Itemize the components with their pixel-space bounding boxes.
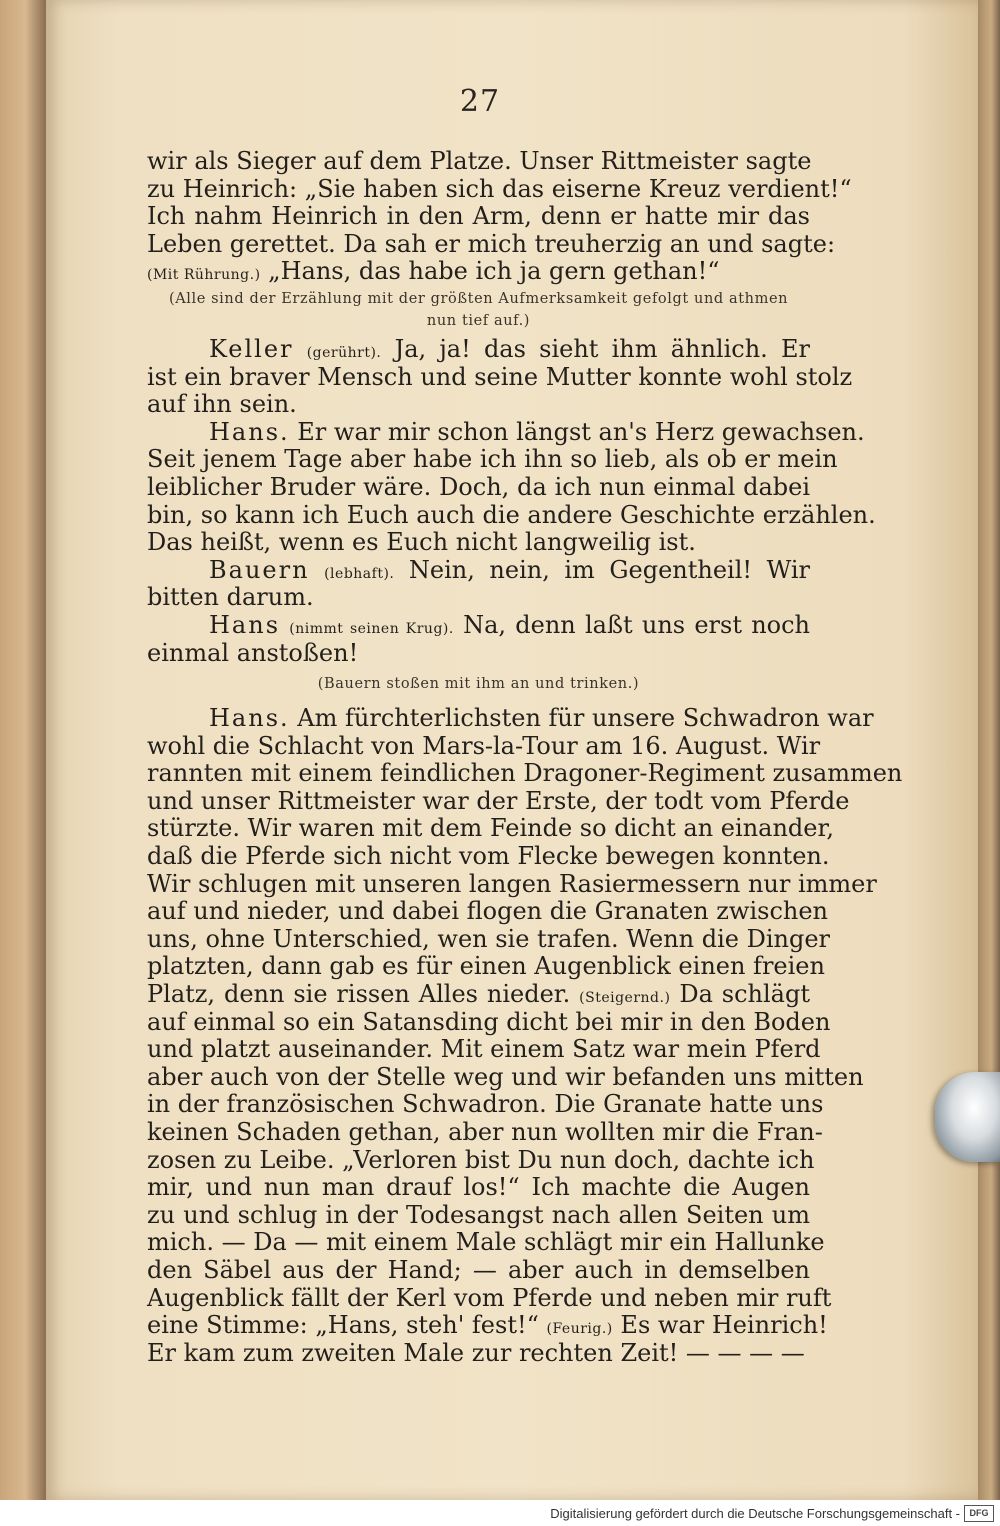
text-line: zu und schlug in der Todesangst nach allen Seiten um: [147, 1200, 810, 1229]
dialogue-text: Am fürchterlichsten für unsere Schwadron war: [297, 704, 874, 733]
text-line: zu Heinrich: „Sie haben sich das eiserne Kreuz verdient!“: [147, 174, 852, 203]
text-line: auf ihn sein.: [147, 390, 297, 419]
speaker-name: Keller: [209, 334, 294, 363]
dialogue-text: Platz, denn sie rissen Alles nieder.: [147, 980, 571, 1009]
stage-direction-block: [147, 288, 810, 332]
dialogue-text: Nein, nein, im Gegentheil! Wir: [408, 555, 810, 584]
text-line: bitten darum.: [147, 583, 314, 612]
text-line: und platzt auseinander. Mit einem Satz war mein Pferd: [147, 1035, 821, 1064]
text-line: daß die Pferde sich nicht vom Flecke bewegen konnten.: [147, 842, 830, 871]
text-line: [147, 258, 810, 286]
stage-direction: (Feurig.): [546, 1321, 613, 1338]
text-line: aber auch von der Stelle weg und wir befanden uns mitten: [147, 1062, 864, 1091]
text-line: und unser Rittmeister war der Erste, der todt vom Pferde: [147, 786, 850, 815]
page-clip: [935, 1072, 1000, 1162]
dialogue-text: „Hans, das habe ich ja gern gethan!“: [268, 257, 720, 286]
text-line: den Säbel aus der Hand; — aber auch in demselben: [147, 1255, 810, 1284]
text-line: Das heißt, wenn es Euch nicht langweilig ist.: [147, 528, 696, 557]
text-line: Ich nahm Heinrich in den Arm, denn er hatte mir das: [147, 202, 810, 231]
text-line: bin, so kann ich Euch auch die andere Geschichte erzählen.: [147, 500, 876, 529]
text-line: [147, 981, 810, 1009]
text-line: mir, und nun man drauf los!“ Ich machte die Augen: [147, 1173, 810, 1202]
speech-start: [147, 704, 874, 733]
text-line: leiblicher Bruder wäre. Doch, da ich nun einmal dabei: [147, 472, 810, 501]
text-line: stürzte. Wir waren mit dem Feinde so dicht an einander,: [147, 814, 834, 843]
text-line: wir als Sieger auf dem Platze. Unser Rittmeister sagte: [147, 147, 812, 175]
speech-start: [147, 557, 810, 585]
text-line: in der französischen Schwadron. Die Granate hatte uns: [147, 1090, 824, 1119]
stage-direction: (nimmt seinen Krug).: [289, 620, 454, 637]
text-line: auf und nieder, und dabei flogen die Granaten zwischen: [147, 897, 828, 926]
text-line: mich. — Da — mit einem Male schlägt mir ein Hallunke: [147, 1228, 825, 1257]
text-line: einmal anstoßen!: [147, 638, 359, 667]
left-page-edge: [0, 0, 46, 1500]
dialogue-text: Ja, ja! das sieht ihm ähnlich. Er: [394, 334, 810, 363]
text-line: platzten, dann gab es für einen Augenblick einen freien: [147, 952, 825, 981]
text-line: zosen zu Leibe. „Verloren bist Du nun doch, dachte ich: [147, 1145, 815, 1174]
text-line: uns, ohne Unterschied, wen sie trafen. Wenn die Dinger: [147, 924, 831, 953]
text-line: Wir schlugen mit unseren langen Rasiermessern nur immer: [147, 869, 877, 898]
stage-line: nun tief auf.): [426, 312, 531, 329]
right-page-edge: [978, 0, 1000, 1500]
text-line: rannten mit einem feindlichen Dragoner-Regiment zusammen: [147, 759, 903, 788]
footer-credit: Digitalisierung gefördert durch die Deutsche Forschungsgemeinschaft -: [550, 1506, 960, 1521]
stage-direction: (gerührt).: [306, 344, 382, 361]
stage-direction: (Steigernd.): [579, 990, 671, 1007]
dialogue-text: Er war mir schon längst an's Herz gewachsen.: [297, 417, 865, 446]
text-line: auf einmal so ein Satansding dicht bei mir in den Boden: [147, 1007, 831, 1036]
text-line: [147, 1311, 828, 1340]
page-number: 27: [459, 84, 501, 119]
stage-line: (Alle sind der Erzählung mit der größten Aufmerksamkeit gefolgt und athmen: [168, 290, 789, 307]
speaker-name: Hans.: [209, 417, 290, 446]
speaker-name: Bauern: [209, 555, 310, 584]
speech-start: [147, 417, 865, 447]
dialogue-text: eine Stimme: „Hans, steh' fest!“: [147, 1311, 539, 1340]
text-line: Leben gerettet. Da sah er mich treuherzig an und sagte:: [147, 229, 836, 258]
text-line: Er kam zum zweiten Male zur rechten Zeit! — — — —: [147, 1338, 805, 1367]
text-line: ist ein braver Mensch und seine Mutter konnte wohl stolz: [147, 362, 853, 391]
dfg-logo: DFG: [964, 1505, 994, 1522]
page-text: [147, 147, 903, 1367]
dialogue-text: Da schlägt: [679, 980, 810, 1009]
speech-start: [147, 612, 810, 640]
text-line: Augenblick fällt der Kerl vom Pferde und neben mir ruft: [147, 1283, 832, 1312]
text-line: wohl die Schlacht von Mars-la-Tour am 16. August. Wir: [147, 731, 821, 760]
speech-start: [147, 336, 810, 364]
speaker-name: Hans: [209, 610, 281, 639]
dialogue-text: Es war Heinrich!: [620, 1311, 828, 1340]
footer-bar: [0, 1500, 1000, 1526]
dialogue-text: Na, denn laßt uns erst noch: [463, 610, 811, 639]
stage-direction: (lebhaft).: [324, 565, 395, 582]
stage-direction-block: (Bauern stoßen mit ihm an und trinken.): [317, 676, 640, 693]
text-line: keinen Schaden gethan, aber nun wollten mir die Fran-: [147, 1118, 823, 1146]
text-line: Seit jenem Tage aber habe ich ihn so lieb, als ob er mein: [147, 445, 838, 474]
speaker-name: Hans.: [209, 704, 290, 733]
stage-direction: (Mit Rührung.): [147, 267, 261, 284]
